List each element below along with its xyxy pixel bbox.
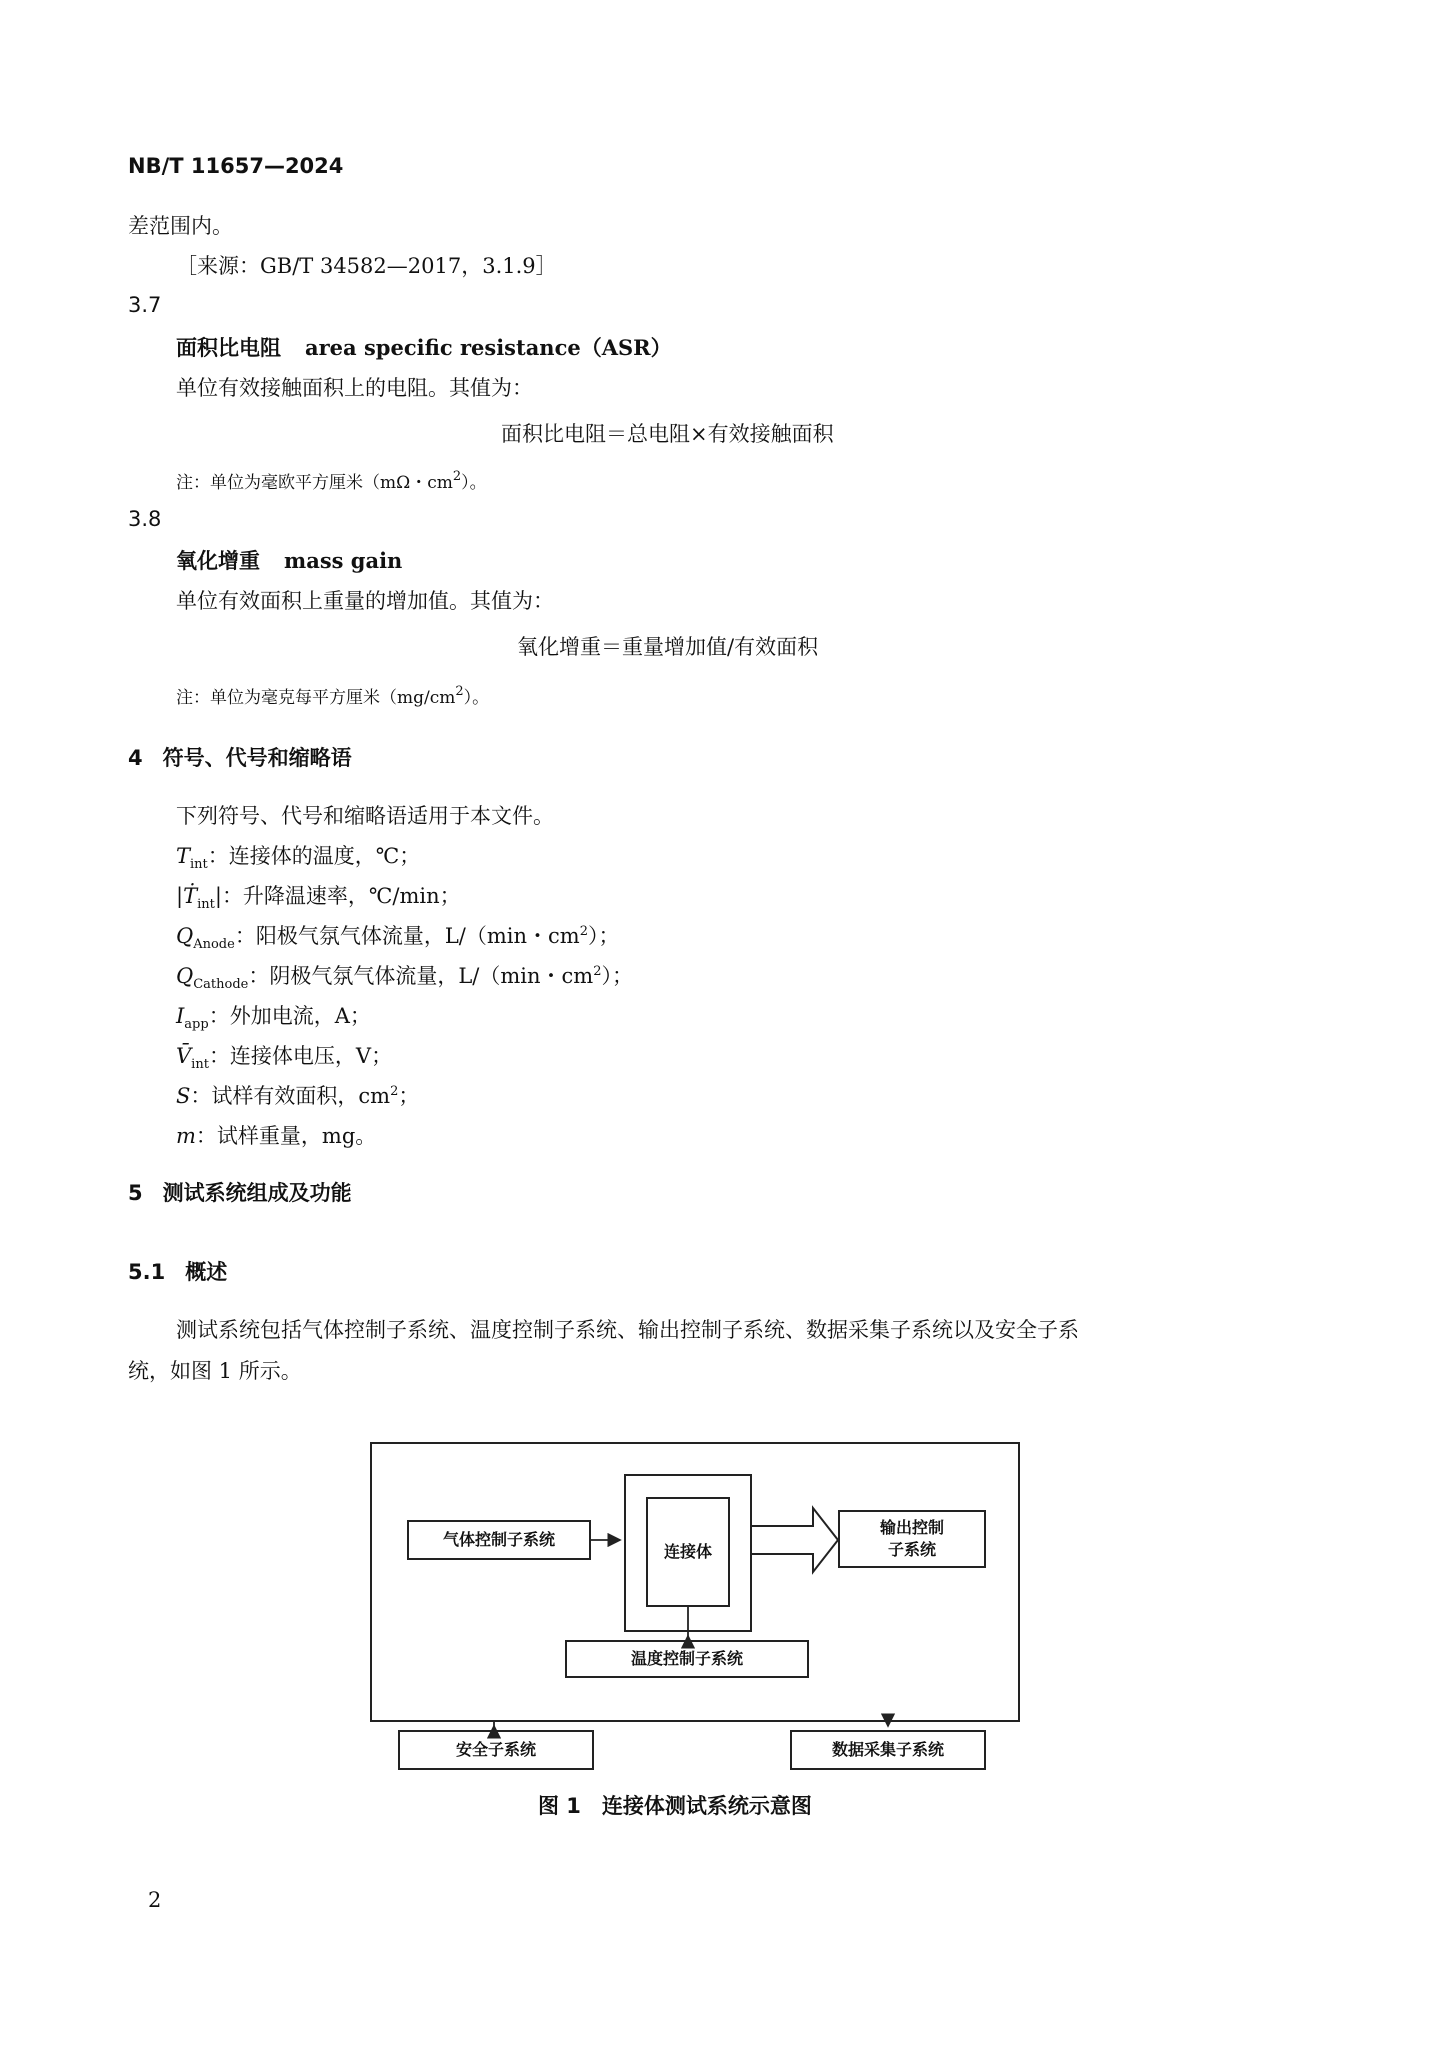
- symbol-description: ：连接体的温度，℃；: [207, 844, 421, 868]
- connector-box: 连接体: [646, 1497, 730, 1607]
- paragraph-line-1: 测试系统包括气体控制子系统、温度控制子系统、输出控制子系统、数据采集子系统以及安全子系: [176, 1318, 1079, 1342]
- continuation-text: 差范围内。: [128, 214, 233, 238]
- symbol-description: ：试样有效面积，cm: [190, 1084, 391, 1108]
- figure-caption: 图 1 连接体测试系统示意图: [538, 1794, 812, 1818]
- symbol-subscript: Cathode: [193, 977, 249, 992]
- symbol-superscript: 2: [593, 964, 602, 979]
- output-label-line-2: 子系统: [887, 1540, 936, 1559]
- note-suffix: ）。: [461, 473, 487, 493]
- symbol-tail: ；: [398, 1084, 420, 1108]
- symbol-glyph: |Ṫ: [176, 884, 198, 908]
- symbol-description: ：升降温速率，℃/min；: [221, 884, 461, 908]
- symbol-description: ：阳极气氛气体流量，L/（min・cm: [234, 924, 580, 948]
- term-title-zh: 氧化增重: [176, 549, 260, 573]
- symbol-description: ：连接体电压，V；: [208, 1044, 393, 1068]
- section-4-intro: 下列符号、代号和缩略语适用于本文件。: [176, 804, 554, 828]
- symbol-subscript: int: [191, 1057, 209, 1072]
- symbol-description: ：外加电流，A；: [208, 1004, 371, 1028]
- section-title: 测试系统组成及功能: [162, 1181, 352, 1205]
- note-superscript: 2: [455, 684, 464, 699]
- section-number: 5: [128, 1181, 143, 1205]
- term-definition-3-8: 单位有效面积上重量的增加值。其值为：: [176, 589, 554, 613]
- note-superscript: 2: [452, 469, 462, 484]
- subsection-title: 概述: [185, 1260, 228, 1284]
- formula-3-8: 氧化增重＝重量增加值/有效面积: [517, 635, 819, 659]
- subsection-number: 5.1: [128, 1260, 166, 1284]
- term-title-en: mass gain: [284, 548, 403, 573]
- term-definition-3-7: 单位有效接触面积上的电阻。其值为：: [176, 376, 533, 400]
- gas-control-subsystem: 气体控制子系统: [407, 1520, 591, 1560]
- term-title-zh: 面积比电阻: [176, 336, 281, 360]
- symbol-superscript: 2: [390, 1084, 399, 1099]
- symbol-glyph: I: [176, 1004, 185, 1028]
- formula-3-7: 面积比电阻＝总电阻×有效接触面积: [501, 422, 834, 446]
- symbol-subscript: int: [190, 857, 208, 872]
- term-number-3-8: 3.8: [128, 507, 162, 531]
- symbol-tail: ）；: [601, 964, 633, 988]
- paragraph-line-2: 统，如图 1 所示。: [128, 1359, 302, 1383]
- term-number-3-7: 3.7: [128, 293, 162, 317]
- symbol-glyph: T: [176, 844, 191, 868]
- symbol-subscript: int: [197, 897, 215, 912]
- symbol-glyph: Q: [176, 924, 194, 948]
- temperature-control-subsystem: 温度控制子系统: [565, 1640, 809, 1678]
- symbol-description: ：阴极气氛气体流量，L/（min・cm: [248, 964, 594, 988]
- document-number: NB/T 11657—2024: [128, 154, 344, 178]
- symbol-subscript: app: [184, 1017, 209, 1032]
- safety-subsystem: 安全子系统: [398, 1730, 594, 1770]
- symbol-glyph: S: [176, 1084, 191, 1108]
- symbol-description: ：试样重量，mg。: [195, 1124, 377, 1148]
- section-number: 4: [128, 746, 143, 770]
- symbol-glyph: m: [176, 1124, 196, 1148]
- term-title-en: area specific resistance（ASR）: [305, 335, 672, 360]
- note-text: 注：单位为毫克每平方厘米（mg/cm: [176, 688, 456, 708]
- symbol-superscript: 2: [579, 924, 588, 939]
- symbol-subscript: Anode: [193, 937, 235, 952]
- note-text: 注：单位为毫欧平方厘米（mΩ・cm: [176, 473, 453, 493]
- symbol-tail: ）；: [587, 924, 620, 948]
- page-number: 2: [148, 1888, 162, 1912]
- section-title: 符号、代号和缩略语: [162, 746, 352, 770]
- arrow-connector-to-output: [752, 1508, 838, 1572]
- symbol-glyph: V̄: [176, 1044, 192, 1068]
- data-acquisition-subsystem: 数据采集子系统: [790, 1730, 986, 1770]
- output-label-line-1: 输出控制: [879, 1518, 944, 1537]
- symbol-bar: |: [214, 884, 222, 908]
- symbol-glyph: Q: [176, 964, 194, 988]
- note-suffix: ）。: [463, 688, 490, 708]
- source-reference: ［来源：GB/T 34582—2017，3.1.9］: [176, 254, 557, 278]
